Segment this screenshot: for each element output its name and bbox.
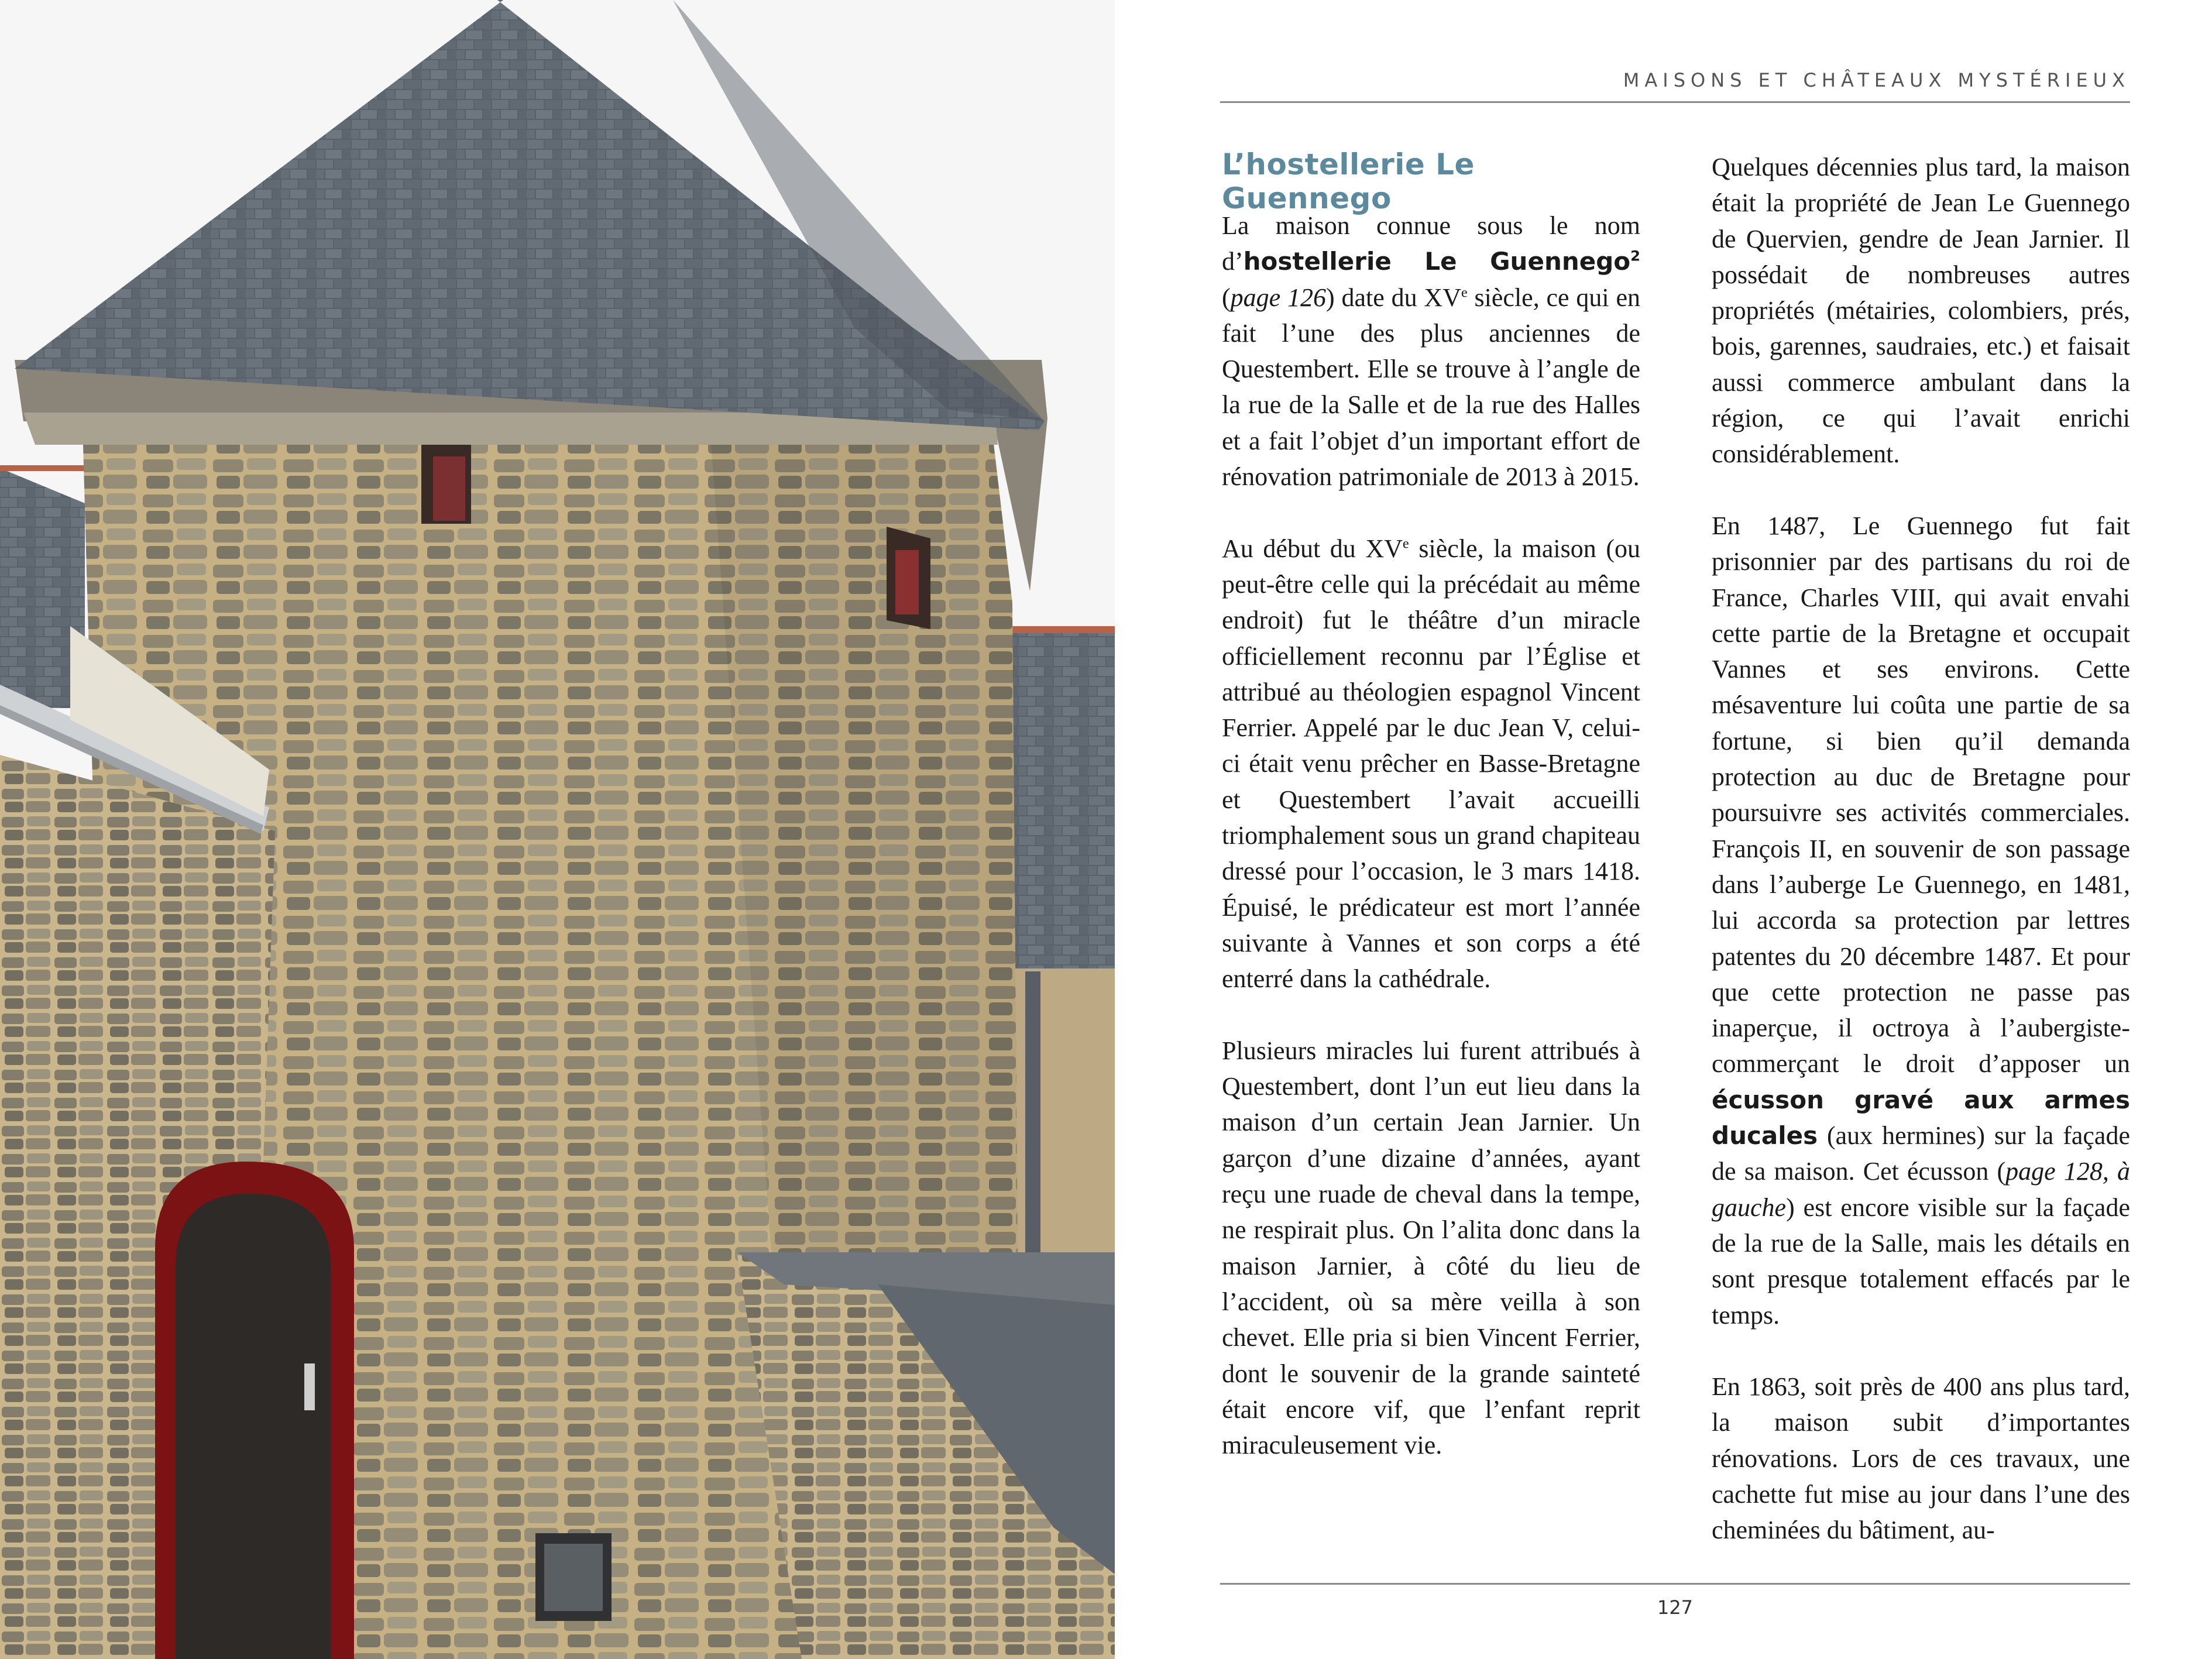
paragraph: En 1487, Le Guennego fut fait prisonnier par des partisans du roi de France, Charles VIII, qui avait envahi cette partie de la Bretagne et occupait Vannes et ses environs. Cette mésaventure lui coûta une partie de sa fortune, si bien qu’il demanda protection au duc de Bretagne pour poursuivre ses activités commerciales. François II, en souvenir de son passage dans l’auberge Le Guennego, en 1481, lui accorda sa protection par lettres patentes du 20 décembre 1487. Et pour que cette protection ne passe pas inaperçue, il octroya à l’aubergiste-commerçant le droit d’apposer un écusson gravé aux armes ducales (aux hermines) sur la façade de sa maison. Cet écusson (page 128, à gauche) est encore visible sur la façade de la rue de la Salle, mais les détails en sont presque totalement effacés par le temps. [1712, 511, 2131, 1330]
century-superscript: e [1403, 535, 1409, 552]
page-reference: page 126 [1230, 283, 1327, 312]
page-number: 127 [1657, 1596, 1694, 1619]
paragraph: La maison connue sous le nom d’hostellerie Le Guennego$^2$ (page 126) date du XVe siècle, ce qui en fait l’une des plus anciennes de Questembert. Elle se trouve à l’angle de la rue de la Salle et de la rue des Halles et a fait l’objet d’un important effort de rénovation patrimoniale de 2013 à 2015. [1222, 211, 1640, 492]
running-head: MAISONS ET CHÂTEAUX MYSTÉRIEUX [1623, 69, 2130, 91]
paragraph: En 1863, soit près de 400 ans plus tard, la maison subit d’importantes rénovations. Lors de ces travaux, une cachette fut mise au jour dans l’une des cheminées du bâtiment, au- [1712, 1372, 2130, 1545]
keyword-ecusson: écusson gravé aux armes ducales [1712, 1085, 2130, 1150]
footnote-marker: 2 [1630, 248, 1640, 265]
header-rule [1220, 101, 2130, 103]
paragraph: Plusieurs miracles lui furent attribués à Questembert, dont l’un eut lieu dans la maison d’un certain Jean Jarnier. Un garçon d’une dizaine d’années, ayant reçu une ruade de cheval dans la tempe, ne respirait plus. On l’alita donc dans la maison Jarnier, à côté du lieu de l’accident, où sa mère veilla à son chevet. Elle pria si bien Vincent Ferrier, dont le souvenir de la grande sainteté était encore vif, que l’enfant reprit miraculeusement vie. [1222, 1036, 1640, 1460]
paragraph: Au début du XVe siècle, la maison (ou peut-être celle qui la précédait au même endroit) fut le théâtre d’un miracle officiellement reconnu par l’Église et attribué au théologien espagnol Vincent Ferrier. Appelé par le duc Jean V, celui-ci était venu prêcher en Basse-Bretagne et Questembert l’avait accueilli triomphalement sous un grand chapiteau dressé pour l’occasion, le 3 mars 1418. Épuisé, le prédicateur est mort l’année suivante à Vannes et son corps a été enterré dans la cathédrale. [1222, 534, 1640, 994]
paragraph: Quelques décennies plus tard, la maison était la propriété de Jean Le Guennego de Quervien, gendre de Jean Jarnier. Il possédait de nombreuses autres propriétés (métairies, colombiers, prés, bois, garennes, saudraies, etc.) et faisait aussi commerce ambulant dans la région, ce qui l’avait enrichi considérablement. [1712, 153, 2130, 469]
page-reference: page 128, à gauche [1712, 1157, 2131, 1222]
keyword-hostellerie: hostellerie Le Guennego [1243, 247, 1631, 276]
century-superscript: e [1461, 284, 1468, 300]
footer-rule [1220, 1583, 2130, 1585]
right-text-column [1712, 149, 2130, 1548]
section-title: L’hostellerie Le Guennego [1222, 147, 1475, 215]
left-text-column [1222, 208, 1640, 1463]
